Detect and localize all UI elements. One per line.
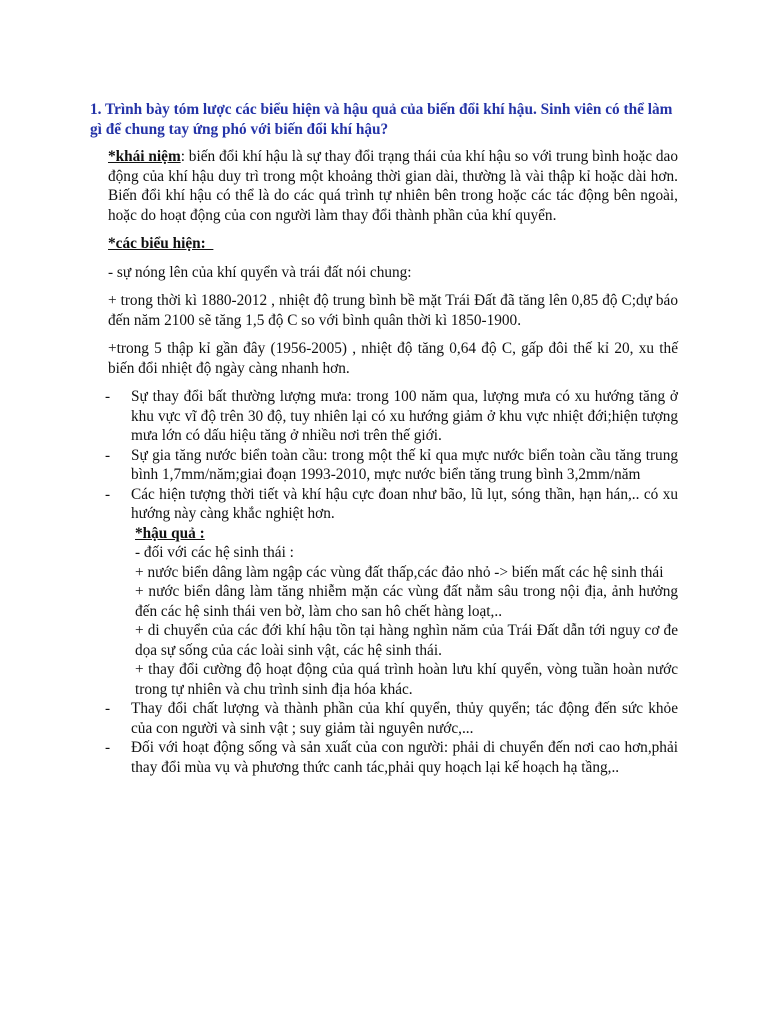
question-heading: 1. Trình bày tóm lược các biểu hiện và hậu quả của biến đổi khí hậu. Sinh viên có thể làm gì để chung tay ứng phó với biến đổi khí hậu? — [90, 101, 673, 138]
list-item-text: Đối với hoạt động sống và sản xuất của con người: phải di chuyển đến nơi cao hơn,phải thay đổi mùa vụ và phương thức canh tác,phải quy hoạch lại kế hoạch hạ tầng,.. — [131, 739, 678, 776]
list-item-text: Sự thay đổi bất thường lượng mưa: trong 100 năm qua, lượng mưa có xu hướng tăng ở khu vực vĩ độ trên 30 độ, tuy nhiên lại có xu hướng giảm ở khu vực nhiệt đới;hiện tượng mưa lớn có dấu hiệu tăng ở nhiều nơi trên thế giới. — [131, 388, 678, 444]
dash-bullet: - — [105, 485, 111, 503]
signs-paragraph-2: +trong 5 thập kỉ gần đây (1956-2005) , nhiệt độ tăng 0,64 độ C, gấp đôi thế kỉ 20, xu thế biến đổi nhiệt độ ngày càng nhanh hơn. — [108, 340, 678, 377]
list-item-text: Thay đổi chất lượng và thành phần của khí quyển, thủy quyển; tác động đến sức khỏe của con người và sinh vật ; suy giảm tài nguyên nước,... — [131, 700, 678, 737]
signs-paragraph-1: + trong thời kì 1880-2012 , nhiệt độ trung bình bề mặt Trái Đất đã tăng lên 0,85 độ C;dự báo đến năm 2100 sẽ tăng 1,5 độ C so với bình quân thời kì 1850-1900. — [108, 292, 678, 329]
list-item — [90, 485, 678, 524]
consequence-line: + di chuyển của các đới khí hậu tồn tại hàng nghìn năm của Trái Đất dẫn tới nguy cơ đe dọa sự sống của các loài sinh vật, các hệ sinh thái. — [135, 622, 678, 659]
list-item-text: Các hiện tượng thời tiết và khí hậu cực đoan như bão, lũ lụt, sóng thần, hạn hán,.. có xu hướng này càng khắc nghiệt hơn. — [131, 485, 678, 522]
dash-bullet: - — [105, 739, 111, 756]
list-item — [90, 699, 678, 738]
dash-bullet: - — [105, 388, 111, 405]
definition-label: *khái niệm — [108, 148, 181, 165]
list-item — [90, 738, 678, 777]
signs-list — [90, 387, 678, 524]
list-item — [90, 446, 678, 485]
consequences-intro: - đối với các hệ sinh thái : — [135, 544, 294, 561]
consequences-heading — [135, 524, 678, 544]
signs-heading — [108, 234, 678, 254]
consequences-block — [90, 524, 678, 700]
definition-paragraph — [108, 147, 678, 225]
consequence-line: + nước biển dâng làm ngập các vùng đất thấp,các đảo nhỏ -> biến mất các hệ sinh thái — [135, 563, 664, 581]
consequences-heading-text: *hậu quả : — [135, 524, 205, 542]
dash-bullet: - — [105, 700, 111, 717]
dash-bullet: - — [105, 446, 111, 464]
signs-intro: - sự nóng lên của khí quyển và trái đất nói chung: — [108, 263, 412, 281]
list-item-text: Sự gia tăng nước biển toàn cầu: trong một thế kỉ qua mực nước biển toàn cầu tăng trung bình 1,7mm/năm;giai đoạn 1993-2010, mực nước biển tăng trung bình 3,2mm/năm — [131, 446, 678, 483]
list-item — [90, 387, 678, 446]
consequence-line: + nước biển dâng làm tăng nhiễm mặn các vùng đất nằm sâu trong nội địa, ảnh hưởng đến các hệ sinh thái ven bờ, làm cho san hô chết hàng loạt,.. — [135, 583, 678, 620]
consequence-line: + thay đổi cường độ hoạt động của quá trình hoàn lưu khí quyển, vòng tuần hoàn nước trong tự nhiên và chu trình sinh địa hóa khác. — [135, 661, 678, 698]
consequences-list — [90, 699, 678, 777]
answer-body — [90, 147, 678, 378]
document-content — [90, 100, 678, 777]
signs-heading-text: *các biểu hiện: — [108, 235, 214, 252]
definition-text: : biến đổi khí hậu là sự thay đổi trạng thái của khí hậu so với trung bình hoặc dao động của khí hậu duy trì trong một khoảng thời gian dài, thường là vài thập kỉ hoặc dài hơn. Biến đổi khí hậu có thể là do các quá trình tự nhiên bên trong hoặc các tác động bên ngoài, hoặc do hoạt động của con người làm thay đổi thành phần của khí quyển. — [108, 148, 678, 224]
